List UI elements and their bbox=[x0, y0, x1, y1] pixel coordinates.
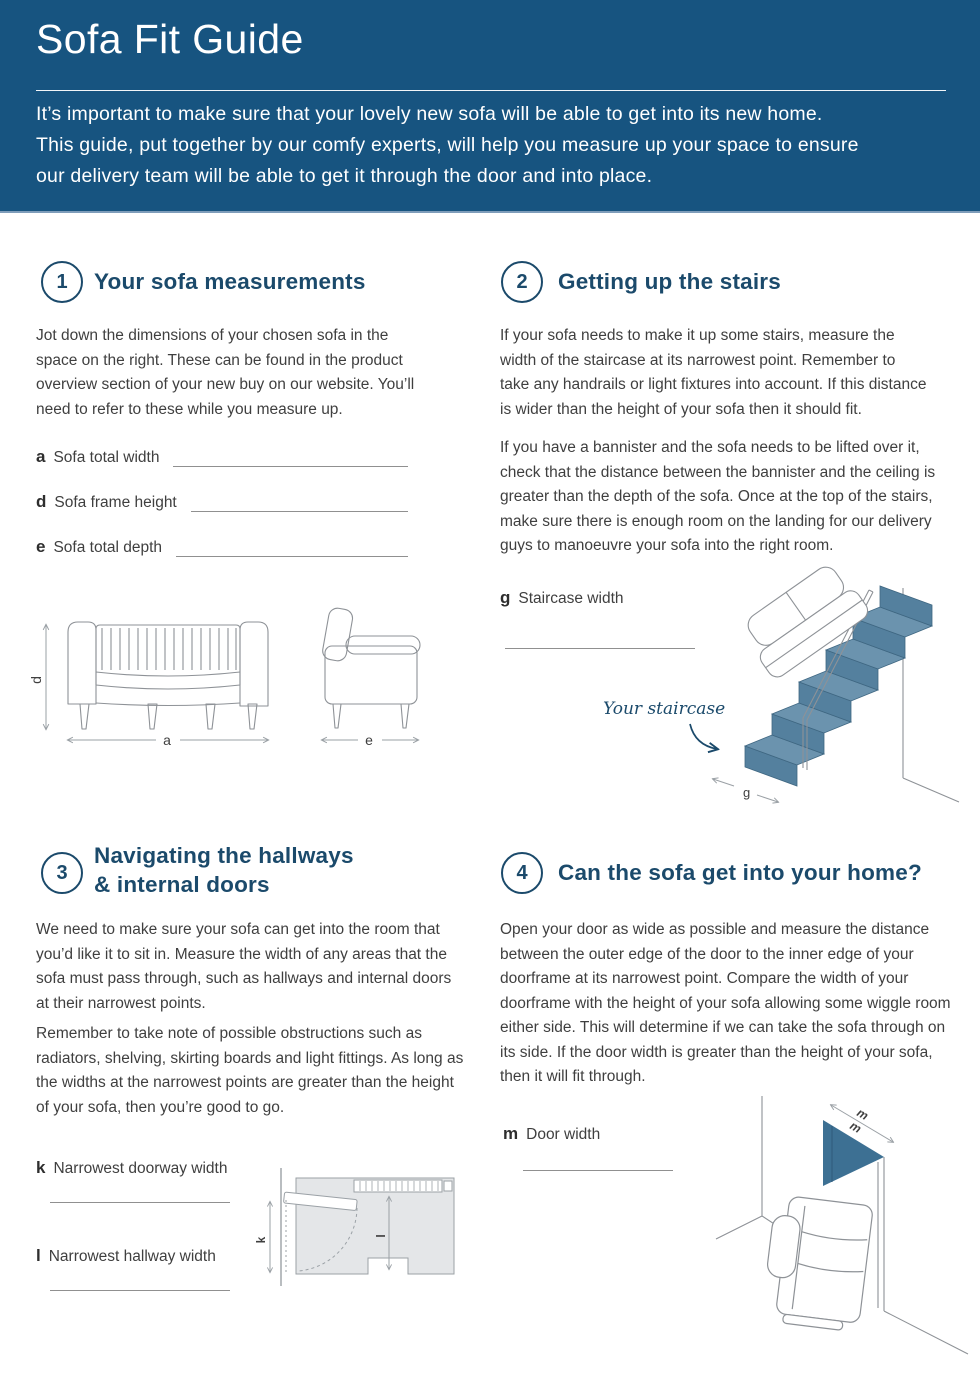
staircase-illustration bbox=[595, 582, 960, 814]
dim-label-m: m bbox=[847, 1118, 864, 1136]
field-letter: d bbox=[36, 492, 47, 511]
section-2-paragraph-2: If you have a bannister and the sofa needs to be lifted over it, check that the distance between the bannister and the ceiling is greater than the depth of the sofa. Once at the top of the stairs, make sure there is enough room on the landing for our delivery guys to manoeuvre your sofa into the right room. bbox=[500, 439, 936, 554]
header-divider bbox=[36, 90, 946, 91]
field-label: Narrowest hallway width bbox=[48, 1248, 216, 1265]
field-label: Narrowest doorway width bbox=[53, 1160, 228, 1177]
dim-label-a: a bbox=[163, 732, 171, 748]
section-2-title: Getting up the stairs bbox=[558, 269, 781, 294]
dim-label-k: k bbox=[254, 1236, 268, 1244]
section-1-number-badge bbox=[41, 261, 83, 303]
section-4-number-badge bbox=[501, 852, 543, 894]
section-3-number: 3 bbox=[56, 861, 68, 884]
field-sofa-frame-height bbox=[36, 492, 408, 512]
section-3-paragraph-2: Remember to take note of possible obstructions such as radiators, shelving, skirting boards and light fittings. As long as the widths at the narrowest points are greater than the height of your sofa, then you’re good to go. bbox=[36, 1025, 464, 1116]
field-letter: a bbox=[36, 447, 46, 466]
staircase-caption: Your staircase bbox=[603, 699, 726, 719]
write-in-line bbox=[50, 1290, 230, 1291]
section-3-title-line2: & internal doors bbox=[94, 872, 270, 897]
caption-arrow bbox=[690, 724, 717, 749]
field-narrowest-hallway-width bbox=[36, 1246, 266, 1266]
section-4-title: Can the sofa get into your home? bbox=[558, 860, 922, 885]
field-letter: e bbox=[36, 537, 46, 556]
header-band bbox=[0, 0, 980, 211]
field-door-width bbox=[503, 1124, 663, 1144]
intro-line: our delivery team will be able to get it through the door and into place. bbox=[36, 165, 653, 187]
dim-label-g: g bbox=[743, 785, 751, 800]
section-2-number: 2 bbox=[516, 270, 528, 293]
field-label: Sofa total depth bbox=[53, 539, 163, 556]
write-in-line bbox=[50, 1202, 230, 1203]
intro-text bbox=[36, 99, 859, 192]
field-label: Door width bbox=[526, 1126, 601, 1143]
section-2-paragraph-1: If your sofa needs to make it up some stairs, measure the width of the staircase at its narrowest point. Remember to take any handrails or light fixtures into account. If this distance is wider than the height of your sofa then it should fit. bbox=[500, 327, 927, 418]
section-3-title bbox=[94, 841, 354, 899]
section-3-paragraph-1: We need to make sure your sofa can get into the room that you’d like it to sit in. Measure the width of any areas that the sofa must pass through, such as hallways and internal doors at their narrowest points. bbox=[36, 921, 452, 1012]
field-sofa-total-depth bbox=[36, 537, 408, 557]
section-1-title: Your sofa measurements bbox=[94, 269, 366, 294]
header-bottom-strip bbox=[0, 211, 980, 213]
field-narrowest-doorway-width bbox=[36, 1158, 266, 1178]
field-label: Sofa total width bbox=[53, 449, 160, 466]
section-3-title-line1: Navigating the hallways bbox=[94, 843, 354, 868]
dim-label-m: m bbox=[854, 1105, 871, 1123]
hallway-floorplan-illustration bbox=[256, 1152, 468, 1300]
intro-line: It’s important to make sure that your lovely new sofa will be able to get into its new home. bbox=[36, 103, 823, 125]
section-1-paragraph: Jot down the dimensions of your chosen sofa in the space on the right. These can be found in the product overview section of your new buy on our website. You’ll need to refer to these while you measure up. bbox=[36, 327, 415, 418]
dim-label-e: e bbox=[365, 732, 373, 748]
field-letter: k bbox=[36, 1158, 46, 1177]
page-title: Sofa Fit Guide bbox=[36, 16, 304, 62]
field-label: Sofa frame height bbox=[54, 494, 177, 511]
section-4-number: 4 bbox=[516, 861, 528, 884]
sofa-dimensions-illustration bbox=[30, 592, 465, 752]
section-3-number-badge bbox=[41, 852, 83, 894]
section-2-number-badge bbox=[501, 261, 543, 303]
dim-label-l: l bbox=[374, 1234, 388, 1238]
section-1-number: 1 bbox=[56, 270, 68, 293]
field-letter: m bbox=[503, 1124, 519, 1143]
write-in-line bbox=[173, 452, 408, 467]
section-4-paragraph: Open your door as wide as possible and measure the distance between the outer edge of the door to the inner edge of your doorframe at its narrowest point. Compare the width of your doorframe with the height of your sofa allowing some wiggle room either side. This will determine if we can take the sofa through on its side. If the door width is greater than the height of your sofa, then it will fit through. bbox=[500, 921, 951, 1085]
write-in-line bbox=[523, 1170, 673, 1171]
field-letter: l bbox=[36, 1246, 41, 1265]
intro-line: This guide, put together by our comfy experts, will help you measure up your space to ensure bbox=[36, 134, 859, 156]
write-in-line bbox=[176, 542, 408, 557]
field-letter: g bbox=[500, 588, 511, 607]
doorway-illustration bbox=[700, 1090, 970, 1380]
dim-label-d: d bbox=[28, 676, 44, 684]
write-in-line bbox=[191, 497, 408, 512]
field-sofa-total-width bbox=[36, 447, 408, 467]
field-label: Staircase width bbox=[518, 590, 624, 607]
